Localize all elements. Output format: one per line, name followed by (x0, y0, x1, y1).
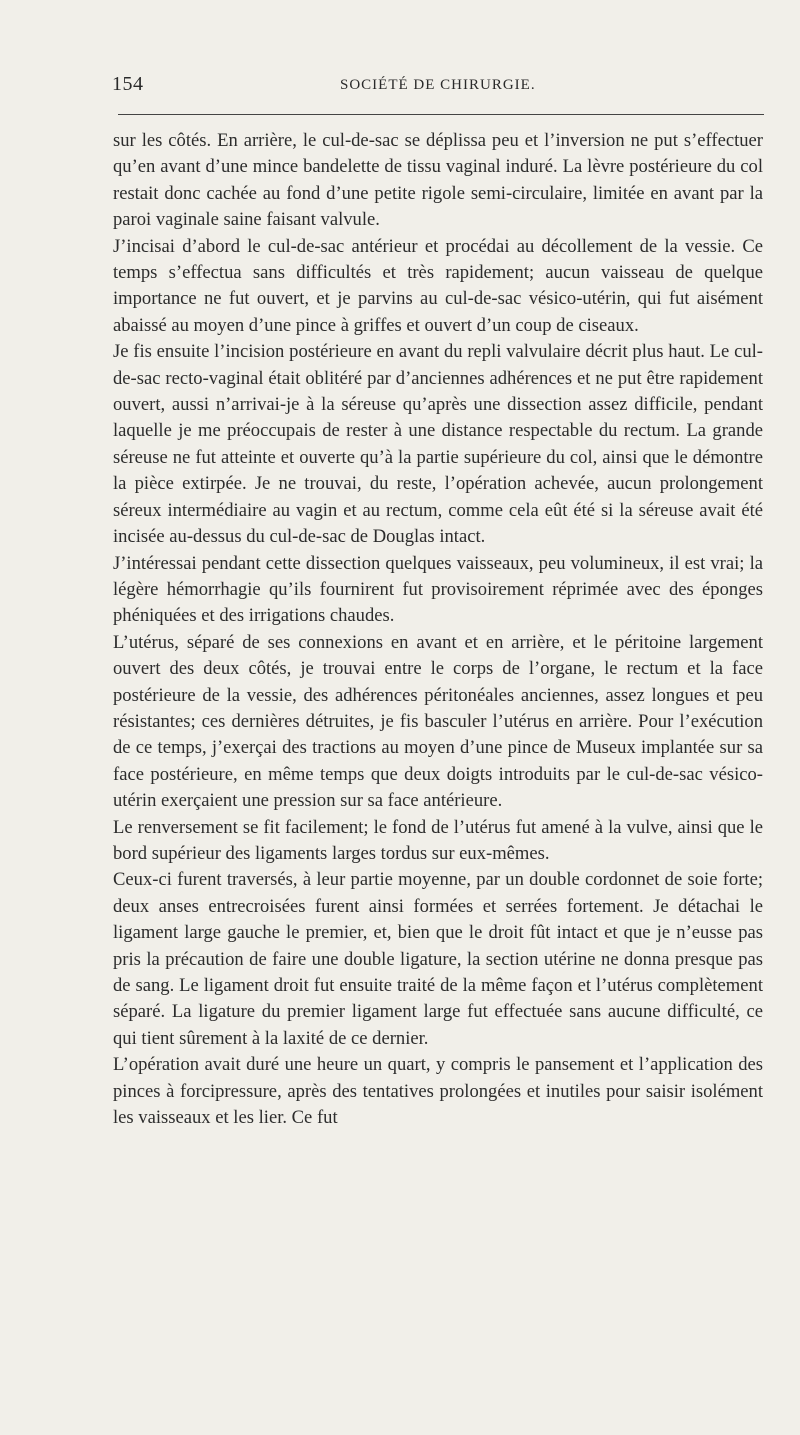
page-header (112, 73, 764, 103)
paragraph: J’incisai d’abord le cul-de-sac antérieur et procédai au décollement de la vessie. Ce temps s’effectua sans difficultés et très rapidement; aucun vaisseau de quelque importance ne fut ouvert, et je parvins au cul-de-sac vésico-utérin, qui fut aisément abaissé au moyen d’une pince à griffes et ouvert d’un coup de ciseaux. (113, 235, 763, 336)
body-text (113, 128, 763, 1131)
paragraph: L’opération avait duré une heure un quart, y compris le pansement et l’application des pinces à forcipressure, après des tentatives prolongées et inutiles pour saisir isolément les vaisseaux et les lier. Ce fut (113, 1054, 763, 1129)
running-title: SOCIÉTÉ DE CHIRURGIE. (340, 77, 536, 93)
paragraph: Le renversement se fit facilement; le fond de l’utérus fut amené à la vulve, ainsi que le bord supérieur des ligaments larges tordus sur eux-mêmes. (113, 816, 763, 864)
header-rule (118, 114, 764, 115)
page-number: 154 (112, 73, 144, 95)
paragraph: Ceux-ci furent traversés, à leur partie moyenne, par un double cordonnet de soie forte; deux anses entrecroisées furent ainsi formées et serrées fortement. Je détachai le ligament large gauche le premier, et, bien que le droit fût intact et que je n’eusse pas pris la précaution de faire une double ligature, la section utérine ne donna presque pas de sang. Le ligament droit fut ensuite traité de la même façon et l’utérus complètement séparé. La ligature du premier ligament large fut effectuée sans aucune difficulté, ce qui tient sûrement à la laxité de ce dernier. (113, 869, 763, 1049)
paragraph: sur les côtés. En arrière, le cul-de-sac se déplissa peu et l’inversion ne put s’effectuer qu’en avant d’une mince bandelette de tissu vaginal induré. La lèvre postérieure du col restait donc cachée au fond d’une petite rigole semi-circulaire, limitée en avant par la paroi vaginale saine faisant valvule. (113, 130, 763, 231)
paragraph: L’utérus, séparé de ses connexions en avant et en arrière, et le péritoine largement ouvert des deux côtés, je trouvai entre le corps de l’organe, le rectum et la face postérieure de la vessie, des adhérences péritonéales anciennes, assez longues et peu résistantes; ces dernières détruites, je fis basculer l’utérus en arrière. Pour l’exécution de ce temps, j’exerçai des tractions au moyen d’une pince de Museux implantée sur sa face postérieure, en même temps que deux doigts introduits par le cul-de-sac vésico-utérin exerçaient une pression sur sa face antérieure. (113, 631, 763, 812)
paragraph: J’intéressai pendant cette dissection quelques vaisseaux, peu volumineux, il est vrai; la légère hémorrhagie qu’ils fournirent fut provisoirement réprimée avec des éponges phéniquées et des irrigations chaudes. (113, 552, 763, 627)
paragraph: Je fis ensuite l’incision postérieure en avant du repli valvulaire décrit plus haut. Le cul-de-sac recto-vaginal était oblitéré par d’anciennes adhérences et ne put être rapidement ouvert, aussi n’arrivai-je à la séreuse qu’après une dissection assez difficile, pendant laquelle je me préoccupais de rester à une distance respectable du rectum. La grande séreuse ne fut atteinte et ouverte qu’à la partie supérieure du col, ainsi que le démontre la pièce extirpée. Je ne trouvai, du reste, l’opération achevée, aucun prolongement séreux intermédiaire au vagin et au rectum, comme cela eût été si la séreuse avait été incisée au-dessus du cul-de-sac de Douglas intact. (113, 341, 763, 548)
